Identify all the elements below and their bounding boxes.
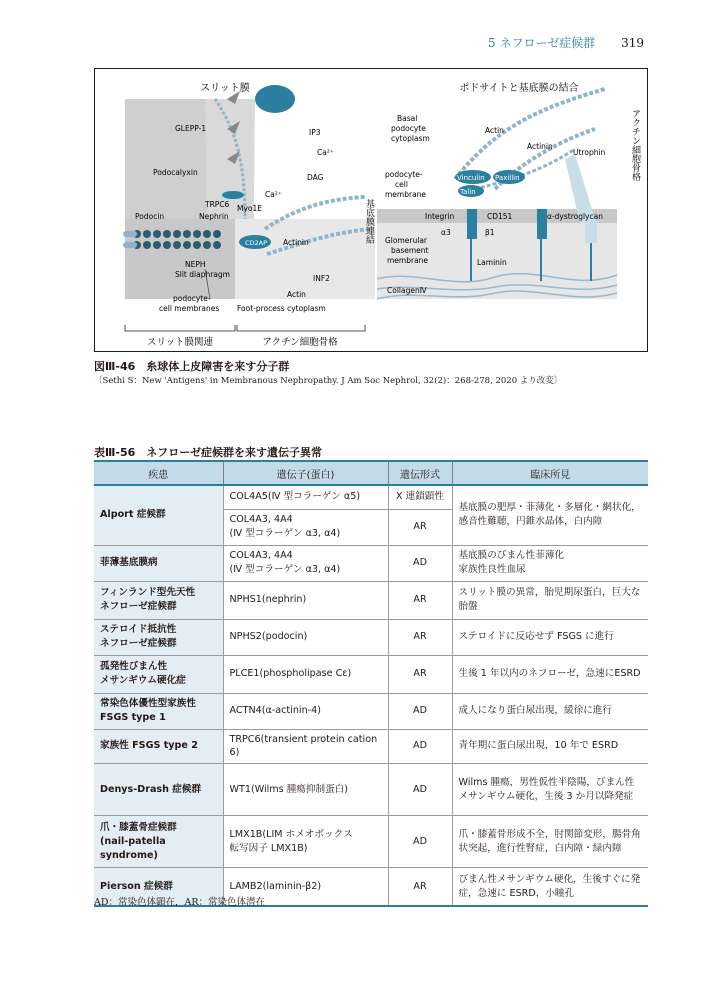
label-ca-2: Ca²⁺ xyxy=(265,190,282,199)
table-row xyxy=(94,485,648,509)
label-actin-right: Actin xyxy=(485,126,504,135)
label-pcm-right-3: membrane xyxy=(385,190,427,199)
figure-caption: 図Ⅲ-46 糸球体上皮障害を来す分子群 xyxy=(94,360,290,373)
label-glepp1: GLEPP-1 xyxy=(175,124,207,133)
finding-cell: 成人になり蛋白尿出現，緩徐に進行 xyxy=(452,693,648,729)
label-laminin: Laminin xyxy=(477,258,507,267)
disease-cell: 常染色体優性型家族性 FSGS type 1 xyxy=(94,693,223,729)
figure-source: 〔Sethi S：New 'Antigens' in Membranous Nephropathy. J Am Soc Nephrol, 32(2)：268-278, 2020 より改変〕 xyxy=(94,376,563,386)
bottom-label-actin: アクチン細胞骨格 xyxy=(262,337,338,348)
label-vinculin: Vinculin xyxy=(457,174,485,182)
gene-cell: COL4A3, 4A4 (Ⅳ 型コラーゲン α3, α4) xyxy=(223,509,388,545)
table-row xyxy=(94,764,648,816)
disease-cell: 孤発性びまん性 メサンギウム硬化症 xyxy=(94,655,223,693)
label-pcm-right-2: cell xyxy=(395,180,408,189)
disease-cell: 爪・膝蓋骨症候群 (nail-patella syndrome) xyxy=(94,816,223,868)
finding-cell: 青年期に蛋白尿出現，10 年で ESRD xyxy=(452,729,648,764)
label-integrin: Integrin xyxy=(425,212,455,221)
label-dag: DAG xyxy=(307,173,324,182)
mode-cell: AR xyxy=(388,581,452,619)
gene-cell: NPHS2(podocin) xyxy=(223,619,388,655)
finding-cell: びまん性メサンギウム硬化，生後すぐに発症，急速に ESRD，小瞳孔 xyxy=(452,868,648,906)
label-pcm-2: cell membranes xyxy=(159,304,220,313)
left-panel-title: スリット膜 xyxy=(200,83,250,94)
label-actinin-left: Actinin xyxy=(283,238,309,247)
disease-cell: 菲薄基底膜病 xyxy=(94,545,223,581)
gene-cell: TRPC6(transient protein cation 6) xyxy=(223,729,388,764)
header-gene: 遺伝子(蛋白) xyxy=(223,461,388,485)
page-number: 319 xyxy=(621,36,644,50)
table-row xyxy=(94,619,648,655)
mode-cell: AR xyxy=(388,509,452,545)
table-row xyxy=(94,545,648,581)
label-cd2ap: CD2AP xyxy=(245,239,268,247)
label-nephrin: Nephrin xyxy=(199,212,229,221)
label-foot-process-cytoplasm: Foot-process cytoplasm xyxy=(237,304,326,313)
gene-table xyxy=(94,460,648,907)
plc-enzyme xyxy=(255,85,295,113)
bracket-slit xyxy=(125,325,235,331)
disease-cell: 家族性 FSGS type 2 xyxy=(94,729,223,764)
label-plc: PLCε1 xyxy=(263,152,286,161)
label-cd151: CD151 xyxy=(487,212,513,221)
finding-cell: 基底膜の肥厚・菲薄化・多層化・網状化，感音性難聴，円錐水晶体，白内障 xyxy=(452,485,648,545)
mode-cell: AD xyxy=(388,545,452,581)
label-gbm-1: Glomerular xyxy=(385,236,428,245)
label-beta1: β1 xyxy=(485,228,495,237)
chapter-title: 5 ネフローゼ症候群 xyxy=(488,36,596,50)
mode-cell: AD xyxy=(388,729,452,764)
gene-cell: WT1(Wilms 腫瘍抑制蛋白) xyxy=(223,764,388,816)
gene-cell: COL4A5(Ⅳ 型コラーゲン α5) xyxy=(223,485,388,509)
label-basal-1: Basal xyxy=(397,114,418,123)
right-panel-title: ポドサイトと基底膜の結合 xyxy=(459,83,579,94)
gene-cell: PLCE1(phospholipase Cε) xyxy=(223,655,388,693)
label-utrophin: Utrophin xyxy=(573,148,606,157)
label-alpha3: α3 xyxy=(441,228,451,237)
bracket-actin xyxy=(237,325,365,331)
finding-cell: ステロイドに反応せず FSGS に進行 xyxy=(452,619,648,655)
label-kisomaku-renketsu: 基底膜連結 xyxy=(364,199,374,244)
label-gbm-3: membrane xyxy=(387,256,429,265)
label-pcm-right-1: podocyte- xyxy=(385,170,423,179)
gene-cell: NPHS1(nephrin) xyxy=(223,581,388,619)
label-actinin-right: Actinin xyxy=(527,142,553,151)
table-row xyxy=(94,655,648,693)
table-row xyxy=(94,581,648,619)
label-talin: Talin xyxy=(460,188,476,196)
label-trpc6: TRPC6 xyxy=(205,200,230,209)
table-footnote: AD：常染色体顕在，AR：常染色体潜在 xyxy=(94,897,265,908)
label-neph: NEPH xyxy=(185,260,206,269)
trpc6-channel xyxy=(222,191,244,199)
table-row xyxy=(94,693,648,729)
gene-cell: COL4A3, 4A4 (Ⅳ 型コラーゲン α3, α4) xyxy=(223,545,388,581)
label-myo1e: Myo1E xyxy=(237,204,263,213)
mode-cell: AD xyxy=(388,816,452,868)
bottom-label-slit: スリット膜関連 xyxy=(146,337,214,348)
label-basal-3: cytoplasm xyxy=(391,134,430,143)
finding-cell: 爪・膝蓋骨形成不全，肘関節変形，腸骨角状突起，進行性腎症，白内障・緑内障 xyxy=(452,816,648,868)
disease-cell: Pierson 症候群 xyxy=(94,868,223,906)
gene-cell: ACTN4(α-actinin-4) xyxy=(223,693,388,729)
label-gbm-2: basement xyxy=(391,246,429,255)
table-header-row xyxy=(94,461,648,485)
label-actin-left: Actin xyxy=(287,290,306,299)
gene-cell: LMX1B(LIM ホメオボックス 転写因子 LMX1B) xyxy=(223,816,388,868)
mode-cell: AR xyxy=(388,619,452,655)
disease-cell: Denys-Drash 症候群 xyxy=(94,764,223,816)
disease-cell: ステロイド抵抗性 ネフローゼ症候群 xyxy=(94,619,223,655)
table-row xyxy=(94,729,648,764)
label-podocin: Podocin xyxy=(135,212,165,221)
label-paxillin: Paxillin xyxy=(495,174,520,182)
finding-cell: 生後 1 年以内のネフローゼ，急速にESRD xyxy=(452,655,648,693)
header-mode: 遺伝形式 xyxy=(388,461,452,485)
finding-cell: スリット膜の異常，胎児期尿蛋白，巨大な胎盤 xyxy=(452,581,648,619)
label-actin-skeleton-vertical: アクチン細胞骨格 xyxy=(630,109,640,181)
figure-diagram xyxy=(94,68,648,352)
label-ip3: IP3 xyxy=(309,128,321,137)
mode-cell: AD xyxy=(388,764,452,816)
mode-cell: AR xyxy=(388,868,452,906)
running-header xyxy=(488,34,644,51)
finding-cell: 基底膜のびまん性菲薄化 家族性良性血尿 xyxy=(452,545,648,581)
header-finding: 臨床所見 xyxy=(452,461,648,485)
table-caption: 表Ⅲ-56 ネフローゼ症候群を来す遺伝子異常 xyxy=(94,446,323,459)
label-dystroglycan: α-dystroglycan xyxy=(547,212,603,221)
label-pcm-1: podocyte- xyxy=(173,294,211,303)
label-ca-1: Ca²⁺ xyxy=(317,148,334,157)
table-row xyxy=(94,816,648,868)
mode-cell: X 連鎖顕性 xyxy=(388,485,452,509)
mode-cell: AD xyxy=(388,693,452,729)
header-disease: 疾患 xyxy=(94,461,223,485)
label-slit-diaphragm: Slit diaphragm xyxy=(175,270,230,279)
gene-cell: LAMB2(laminin-β2) xyxy=(223,868,388,906)
label-inf2: INF2 xyxy=(313,274,330,283)
mode-cell: AR xyxy=(388,655,452,693)
label-podocalyxin: Podocalyxin xyxy=(153,168,198,177)
disease-cell: フィンランド型先天性 ネフローゼ症候群 xyxy=(94,581,223,619)
finding-cell: Wilms 腫瘍，男性仮性半陰陽，びまん性メサンギウム硬化，生後 3 か月以降発症 xyxy=(452,764,648,816)
label-collagen: CollagenⅣ xyxy=(387,286,427,295)
label-basal-2: podocyte xyxy=(391,124,426,133)
disease-cell: Alport 症候群 xyxy=(94,485,223,545)
